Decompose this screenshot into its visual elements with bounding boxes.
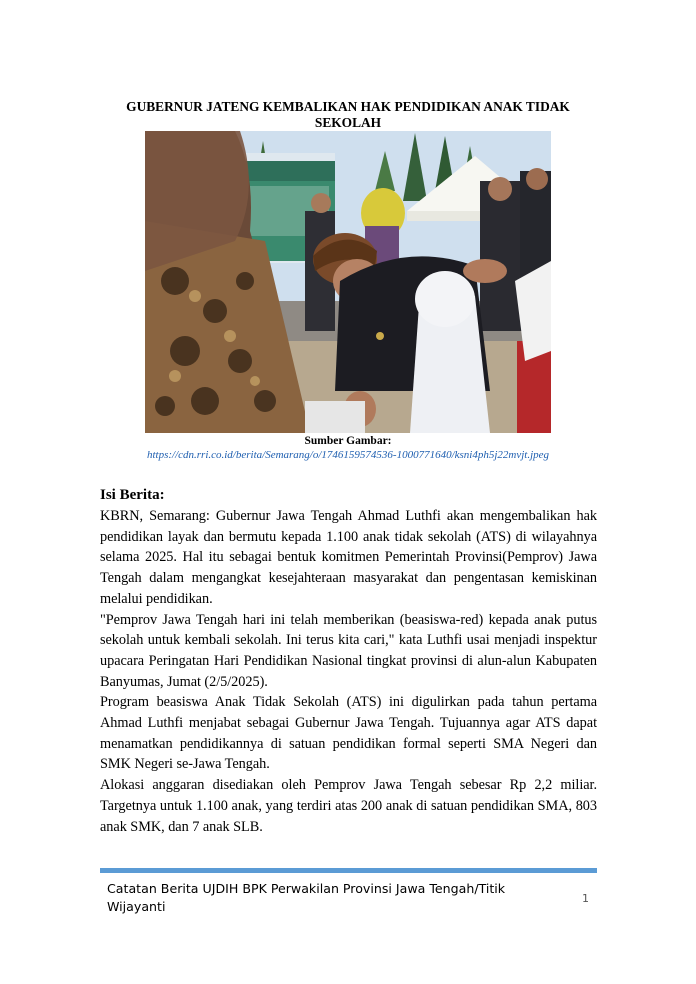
image-source-link[interactable]: https://cdn.rri.co.id/berita/Semarang/o/1746159574536-1000771640/ksni4ph5j22mvjt.jpeg <box>146 449 550 461</box>
footer-divider <box>100 868 597 873</box>
article-body <box>100 506 597 837</box>
paragraph-3: Program beasiswa Anak Tidak Sekolah (ATS) ini digulirkan pada tahun pertama Ahmad Luthfi menjabat sebagai Gubernur Jawa Tengah. Tujuannya agar ATS dapat menamatkan pendidikannya di satuan pendidikan formal seperti SMA Negeri dan SMK Negeri se-Jawa Tengah. <box>100 694 597 773</box>
paragraph-4: Alokasi anggaran disediakan oleh Pemprov Jawa Tengah sebesar Rp 2,2 miliar. Targetnya untuk 1.100 anak, yang terdiri atas 200 anak di satuan pendidikan SMA, 803 anak SMK, dan 7 anak SLB. <box>100 777 597 835</box>
news-photo <box>145 131 551 433</box>
paragraph-2: "Pemprov Jawa Tengah hari ini telah memberikan (beasiswa-red) kepada anak putus sekolah untuk kembali sekolah. Ini terus kita cari," kata Luthfi usai menjadi inspektur upacara Peringatan Hari Pendidikan Nasional tingkat provinsi di alun-alun Kabupaten Banyumas, Jumat (2/5/2025). <box>100 611 597 690</box>
footer-text: Catatan Berita UJDIH BPK Perwakilan Provinsi Jawa Tengah/Titik Wijayanti <box>107 881 506 914</box>
page-number: 1 <box>582 892 589 905</box>
paragraph-1: KBRN, Semarang: Gubernur Jawa Tengah Ahmad Luthfi akan mengembalikan hak pendidikan layak dan bermutu kepada 1.100 anak tidak sekolah (ATS) di wilayahnya selama 2025. Hal itu sebagai bentuk komitmen Pemerintah Provinsi(Pemprov) Jawa Tengah dalam mengangkat kesejahteraan masyarakat dan pengentasan kemiskinan melalui pendidikan. <box>100 508 597 607</box>
image-source-label: Sumber Gambar: <box>304 435 392 447</box>
section-heading: Isi Berita: <box>100 487 165 503</box>
page-title: GUBERNUR JATENG KEMBALIKAN HAK PENDIDIKAN ANAK TIDAK SEKOLAH <box>126 99 570 130</box>
